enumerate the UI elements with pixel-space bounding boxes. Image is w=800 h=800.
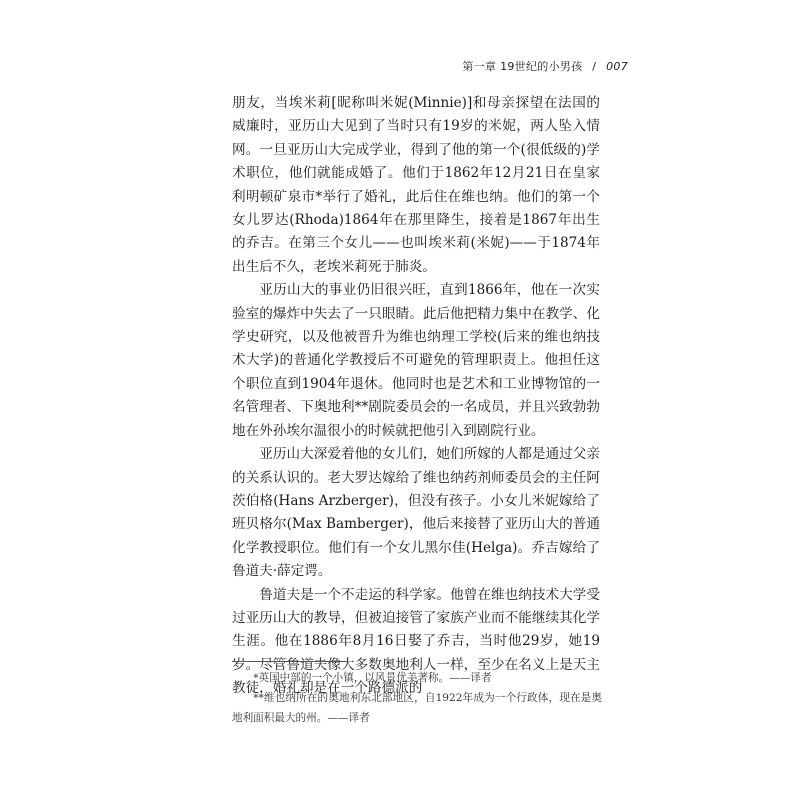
running-header: [462, 58, 628, 74]
footnotes: [232, 668, 602, 728]
footnote-1: *英国中部的一个小镇，以风景优美著称。——译者: [253, 672, 492, 684]
header-separator: /: [592, 60, 597, 73]
paragraph-career: 亚历山大的事业仍旧很兴旺，直到1866年，他在一次实验室的爆炸中失去了一只眼睛。此后他把精力集中在教学、化学史研究，以及他被晋升为维也纳理工学校(后来的维也纳技术大学)的普通化学教授后不可避免的管理职责上。他担任这个职位直到1904年退休。他同时也是艺术和工业博物馆的一名管理者、下奥地利**剧院委员会的一名成员，并且兴致勃勃地在外孙埃尔温很小的时候就把他引入到剧院行业。: [232, 282, 600, 439]
paragraph-continued: 朋友，当埃米莉[昵称叫米妮(Minnie)]和母亲探望在法国的威廉时，亚历山大见到了当时只有19岁的米妮，两人坠入情网。一旦亚历山大完成学业，得到了他的第一个(很低级的)学术职位，他们就能成婚了。他们于1862年12月21日在皇家利明顿矿泉市*举行了婚礼，此后住在维也纳。他们的第一个女儿罗达(Rhoda)1864年在那里降生，接着是1867年出生的乔吉。在第三个女儿——也叫埃米莉(米妮)——于1874年出生后不久，老埃米莉死于肺炎。: [232, 95, 600, 275]
chapter-label: 第一章: [462, 60, 497, 73]
page-number: 007: [606, 60, 628, 73]
paragraph-daughters: 亚历山大深爱着他的女儿们，她们所嫁的人都是通过父亲的关系认识的。老大罗达嫁给了维也纳药剂师委员会的主任阿茨伯格(Hans Arzberger)，但没有孩子。小女儿米妮嫁给了班贝格尔(Max Bamberger)，他后来接替了亚历山大的普通化学教授职位。他们有一个女儿黑尔佳(Helga)。乔吉嫁给了鲁道夫·薛定谔。: [232, 446, 600, 580]
body-text: [232, 92, 600, 701]
footnote-divider: [232, 661, 348, 662]
paragraph-rudolf: 鲁道夫是一个不走运的科学家。他曾在维也纳技术大学受过亚历山大的教导，但被迫接管了家族产业而不能继续其化学生涯。他在1886年8月16日娶了乔吉，当时他29岁，她19岁。尽管鲁道夫像大多数奥地利人一样，至少在名义上是天主教徒，婚礼却是在一个路德派的: [232, 586, 600, 697]
chapter-title: 19世纪的小男孩: [500, 60, 583, 73]
footnote-2: **维也纳所在的奥地利东北部地区，自1922年成为一个行政体，现在是奥地利面积最大的州。——译者: [232, 692, 602, 724]
